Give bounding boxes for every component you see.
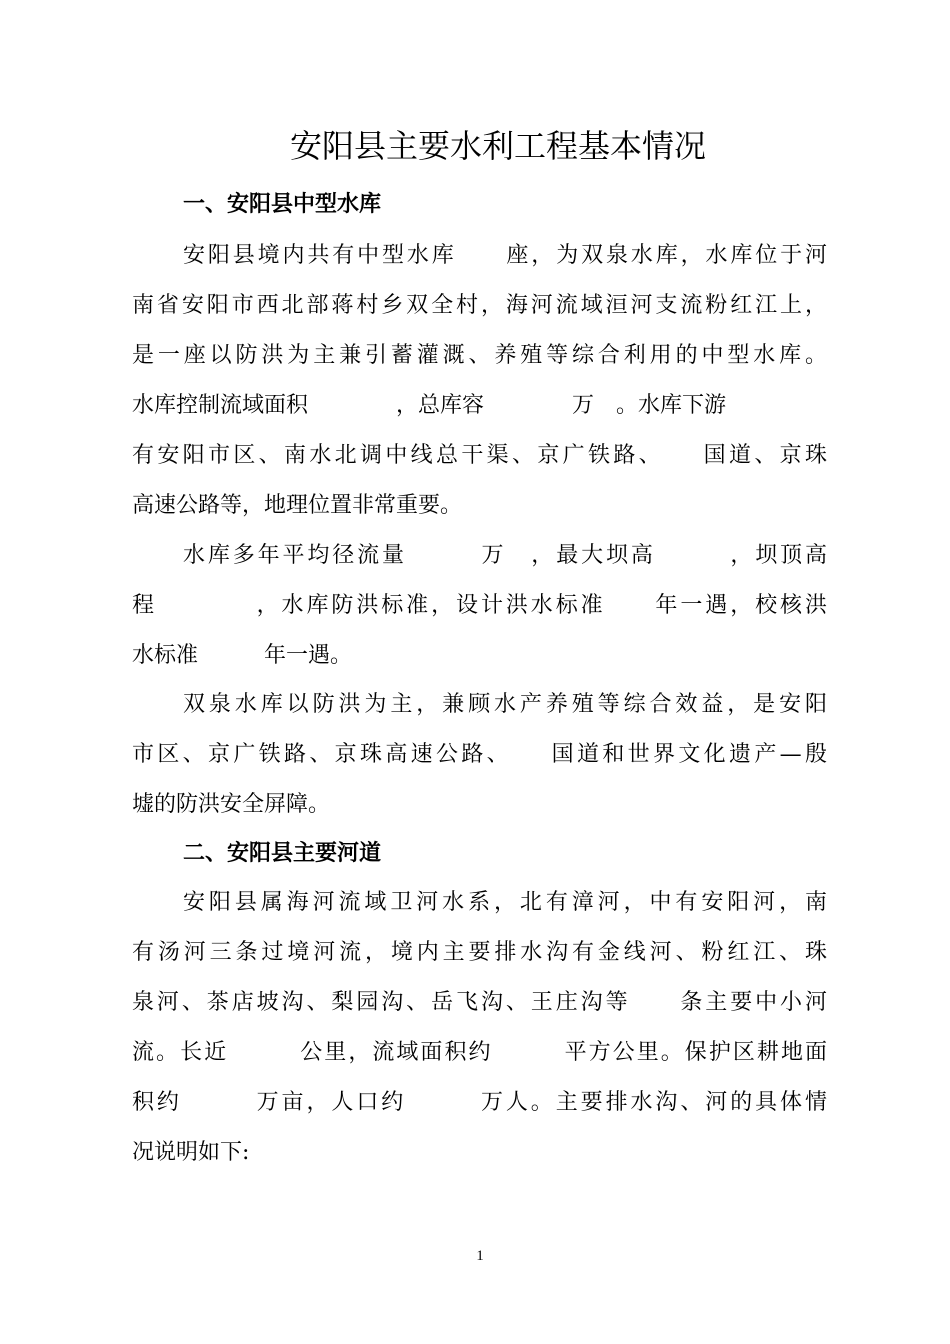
paragraph-line: 南省安阳市西北部蒋村乡双全村，海河流域洹河支流粉红江上， [132,293,827,318]
section-heading-reservoir: 一、安阳县中型水库 [183,192,382,217]
paragraph-line: 水库控制流域面积 ，总库容 万 。水库下游 [132,393,727,418]
paragraph-line: 有汤河三条过境河流，境内主要排水沟有金线河、粉红江、珠 [132,940,827,965]
paragraph-line: 安阳县境内共有中型水库 座，为双泉水库，水库位于河 [183,243,827,268]
paragraph-line: 双泉水库以防洪为主，兼顾水产养殖等综合效益，是安阳 [183,692,827,717]
section-heading-rivers: 二、安阳县主要河道 [183,841,382,866]
paragraph-line: 程 ，水库防洪标准，设计洪水标准 年一遇，校核洪 [132,593,827,618]
paragraph-line: 是一座以防洪为主兼引蓄灌溉、养殖等综合利用的中型水库。 [132,343,827,368]
paragraph-line: 有安阳市区、南水北调中线总干渠、京广铁路、 国道、京珠 [132,443,827,468]
document-title: 安阳县主要水利工程基本情况 [290,127,707,165]
paragraph-line: 安阳县属海河流域卫河水系，北有漳河，中有安阳河，南 [183,890,827,915]
page-number: 1 [476,1248,484,1264]
paragraph-line: 水标准 年一遇。 [132,643,353,668]
paragraph-line: 积约 万亩，人口约 万人。主要排水沟、河的具体情 [132,1090,827,1115]
paragraph-line: 水库多年平均径流量 万 ，最大坝高 ，坝顶高 [183,543,827,568]
paragraph-line: 墟的防洪安全屏障。 [132,792,331,817]
paragraph-line: 市区、京广铁路、京珠高速公路、 国道和世界文化遗产—殷 [132,742,827,767]
paragraph-line: 流。长近 公里，流域面积约 平方公里。保护区耕地面 [132,1040,827,1065]
paragraph-line: 高速公路等，地理位置非常重要。 [132,493,463,518]
paragraph-line: 泉河、茶店坡沟、梨园沟、岳飞沟、王庄沟等 条主要中小河 [132,990,827,1015]
paragraph-line: 况说明如下: [132,1140,250,1165]
